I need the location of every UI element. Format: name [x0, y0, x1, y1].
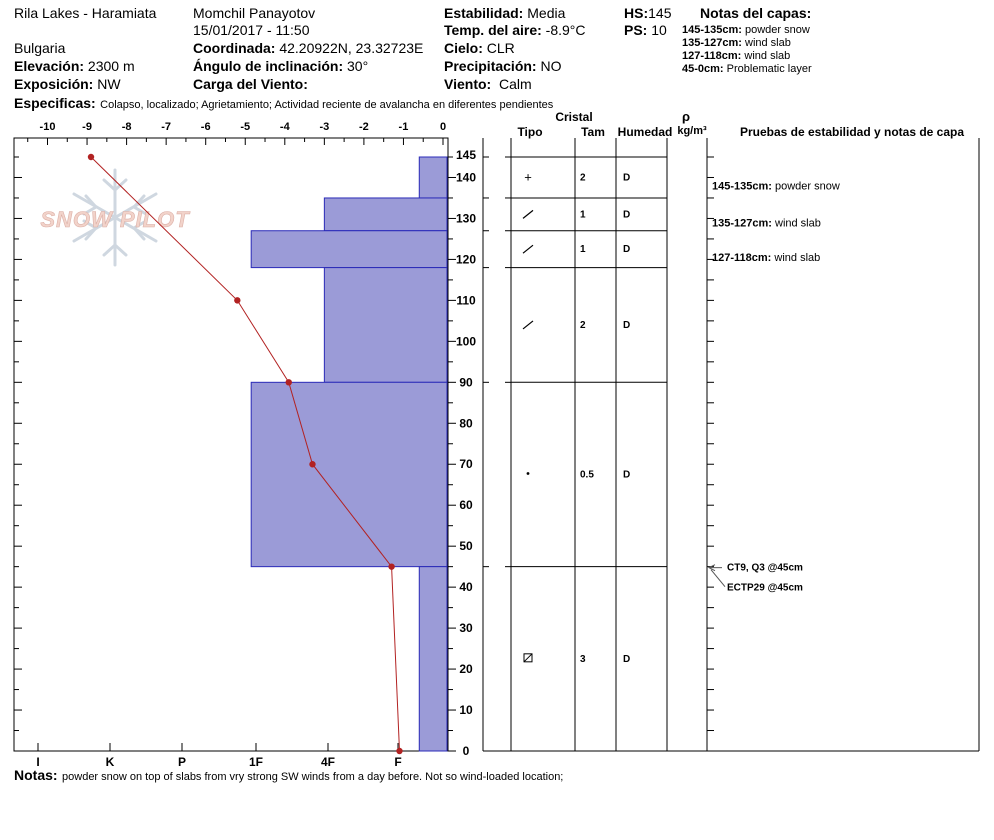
aspect	[14, 76, 121, 92]
layer-rows	[483, 157, 714, 751]
temp-tick-label: -3	[319, 121, 330, 133]
slope-angle-value: 30°	[347, 58, 369, 74]
temp-tick-label: -8	[121, 121, 132, 133]
temp-tick-label: -7	[161, 121, 172, 133]
elevation-value: 2300 m	[87, 58, 135, 74]
height-tick-label: 40	[459, 580, 473, 595]
grain-type-symbol: +	[524, 169, 532, 185]
coordinates-label: Coordinada:	[193, 40, 276, 56]
layer-note-entry	[712, 252, 820, 264]
col-header-tests: Pruebas de estabilidad y notas de capa	[739, 125, 965, 139]
temperature-point	[396, 748, 402, 754]
col-header-tam: Tam	[581, 125, 605, 139]
wind-label: Viento:	[444, 76, 492, 92]
notes-label: Notas:	[14, 767, 58, 783]
layer-note-entry	[712, 217, 821, 229]
layer-note-entry-range: 127-118cm:	[712, 252, 775, 265]
height-tick-label: 145	[455, 148, 477, 162]
hardness-label: 1F	[248, 755, 264, 769]
snow-height-label: HS:	[624, 5, 649, 21]
layer-note	[682, 63, 812, 75]
moisture-value: D	[623, 172, 631, 184]
height-tick-label: 60	[459, 498, 473, 513]
height-tick-label: 110	[456, 293, 476, 308]
temp-tick-label: -2	[359, 121, 369, 133]
layer-notes-column	[712, 180, 840, 264]
specifics-value: Colapso, localizado; Agrietamiento; Actividad reciente de avalancha en diferentes pendientes	[100, 99, 554, 111]
sky	[444, 40, 515, 56]
height-tick-label: 130	[455, 211, 477, 226]
height-tick-label: 90	[459, 375, 473, 390]
observation-datetime: 15/01/2017 - 11:50	[193, 22, 310, 38]
hardness-label: P	[177, 755, 187, 769]
test-arrow-head	[709, 565, 715, 571]
temp-tick-label: -6	[200, 121, 211, 133]
grain-type-symbol	[527, 472, 530, 475]
stability	[444, 5, 565, 21]
layer-note-entry-range: 135-127cm:	[712, 217, 775, 230]
layer-note-entry-range: 145-135cm:	[712, 180, 775, 193]
hardness-bar	[419, 157, 447, 198]
air-temperature-value: -8.9°C	[545, 22, 586, 38]
notes-value: powder snow on top of slabs from vry strong SW winds from a day before. Not so wind-loaded location;	[62, 771, 564, 783]
wind-loading-label: Carga del Viento:	[193, 76, 308, 92]
hardness-bar	[251, 231, 447, 268]
hardness-label: I	[36, 755, 40, 769]
precipitation	[444, 58, 561, 74]
temp-tick-label: 0	[439, 121, 447, 133]
grain-size-value: 2	[580, 319, 586, 331]
grain-type-symbol	[524, 654, 532, 662]
aspect-label: Exposición:	[14, 76, 94, 92]
grain-size-value: 0.5	[580, 469, 594, 481]
hardness-bar	[324, 268, 447, 383]
watermark-text: SNOW PILOT	[40, 207, 190, 232]
elevation-label: Elevación:	[14, 58, 85, 74]
moisture-value: D	[623, 653, 631, 665]
location-name: Rila Lakes - Haramiata	[14, 5, 157, 21]
temperature-point	[286, 379, 292, 385]
sky-label: Cielo:	[444, 40, 483, 56]
plot-frame	[14, 138, 448, 751]
col-header-cristal: Cristal	[555, 110, 593, 124]
test-arrow	[711, 570, 725, 587]
grain-size-value: 3	[580, 653, 586, 665]
layer-note-text: wind slab	[744, 50, 791, 62]
penetration	[624, 22, 667, 38]
height-tick-label: 120	[455, 252, 477, 267]
col-header-tipo: Tipo	[517, 125, 543, 139]
snow-height	[624, 5, 671, 21]
height-tick-label: 80	[459, 416, 473, 431]
hardness-label: K	[105, 755, 115, 769]
stability-label: Estabilidad:	[444, 5, 524, 21]
layer-note-range: 45-0cm:	[682, 63, 724, 75]
col-header-humedad: Humedad	[617, 125, 673, 139]
layer-note	[682, 50, 790, 62]
slope-angle-label: Ángulo de inclinación:	[193, 58, 344, 74]
layer-note-entry-text: powder snow	[775, 180, 840, 193]
coordinates	[193, 40, 423, 56]
slope-angle	[193, 58, 368, 74]
grain-size-value: 2	[580, 172, 586, 184]
grain-type-symbol	[524, 654, 532, 662]
temperature-point	[88, 154, 94, 160]
height-tick-label: 70	[459, 457, 473, 472]
air-temperature-label: Temp. del aire:	[444, 22, 542, 38]
temp-tick-label: -9	[82, 121, 92, 133]
hardness-label: 4F	[320, 755, 336, 769]
temperature-profile	[88, 154, 403, 754]
stability-tests	[709, 563, 803, 594]
height-tick-label: 0	[462, 744, 470, 758]
layer-note-entry-text: wind slab	[774, 252, 821, 265]
coordinates-value: 42.20922N, 23.32723E	[279, 40, 424, 56]
layer-note	[682, 37, 791, 49]
grain-size-value: 1	[580, 209, 586, 221]
hardness-layers	[251, 157, 447, 751]
moisture-value: D	[623, 319, 631, 331]
layer-note-entry	[712, 180, 840, 192]
temperature-point	[309, 461, 315, 467]
observer-name: Momchil Panayotov	[193, 5, 316, 21]
height-tick-label: 140	[455, 170, 477, 185]
hardness-bar	[324, 198, 447, 231]
layer-table	[483, 138, 979, 751]
height-tick-label: 100	[455, 334, 477, 349]
layer-note-range: 127-118cm:	[682, 50, 742, 62]
height-tick-label: 20	[459, 662, 473, 677]
layer-note-text: Problematic layer	[726, 63, 812, 75]
stability-value: Media	[527, 5, 566, 21]
temp-tick-label: -4	[279, 121, 290, 133]
sky-value: CLR	[486, 40, 515, 56]
aspect-value: NW	[97, 76, 121, 92]
hardness-bar	[419, 567, 447, 751]
wind-value: Calm	[498, 76, 532, 92]
hardness-bar	[251, 382, 447, 566]
stability-test-label: CT9, Q3 @45cm	[727, 562, 803, 574]
layer-note-text: powder snow	[745, 24, 810, 36]
air-temperature	[444, 22, 586, 38]
col-header-rho: ρ	[681, 109, 691, 124]
hardness-label: F	[394, 755, 402, 769]
height-tick-label: 10	[459, 703, 473, 718]
temp-tick-label: -1	[398, 121, 409, 133]
precipitation-value: NO	[540, 58, 562, 74]
grain-type-symbol	[523, 321, 533, 329]
temp-tick-label: -5	[240, 121, 251, 133]
specifics	[14, 95, 553, 113]
precipitation-label: Precipitación:	[444, 58, 537, 74]
specifics-label: Especificas:	[14, 95, 96, 111]
notes	[14, 767, 563, 785]
penetration-value: 10	[651, 22, 667, 38]
layer-note-range: 145-135cm:	[682, 24, 742, 36]
col-header-density: kg/m³	[677, 125, 707, 137]
grain-type-symbol	[523, 245, 533, 253]
layer-note-entry-text: wind slab	[775, 217, 821, 230]
layer-note-text: wind slab	[745, 37, 791, 49]
snowflake-icon	[74, 170, 156, 265]
height-tick-label: 30	[459, 621, 473, 636]
wind	[444, 76, 532, 92]
snowpilot-watermark	[40, 170, 190, 265]
moisture-value: D	[623, 244, 631, 256]
layer-notes-title: Notas del capas:	[700, 5, 812, 21]
grain-size-value: 1	[580, 244, 586, 256]
wind-loading	[193, 76, 308, 92]
layer-note	[682, 24, 810, 36]
height-tick-label: 50	[459, 539, 473, 554]
country: Bulgaria	[14, 40, 66, 56]
moisture-value: D	[623, 209, 631, 221]
temperature-point	[234, 297, 240, 303]
temperature-point	[388, 563, 394, 569]
moisture-value: D	[623, 469, 631, 481]
grain-type-symbol	[523, 210, 533, 218]
snow-height-value: 145	[648, 5, 672, 21]
stability-test-label: ECTP29 @45cm	[727, 582, 803, 594]
layer-note-range: 135-127cm:	[682, 37, 742, 49]
temp-tick-label: -10	[39, 121, 56, 133]
axis-ticks	[14, 121, 476, 758]
penetration-label: PS:	[624, 22, 648, 38]
elevation	[14, 58, 135, 74]
temperature-line	[91, 157, 399, 751]
